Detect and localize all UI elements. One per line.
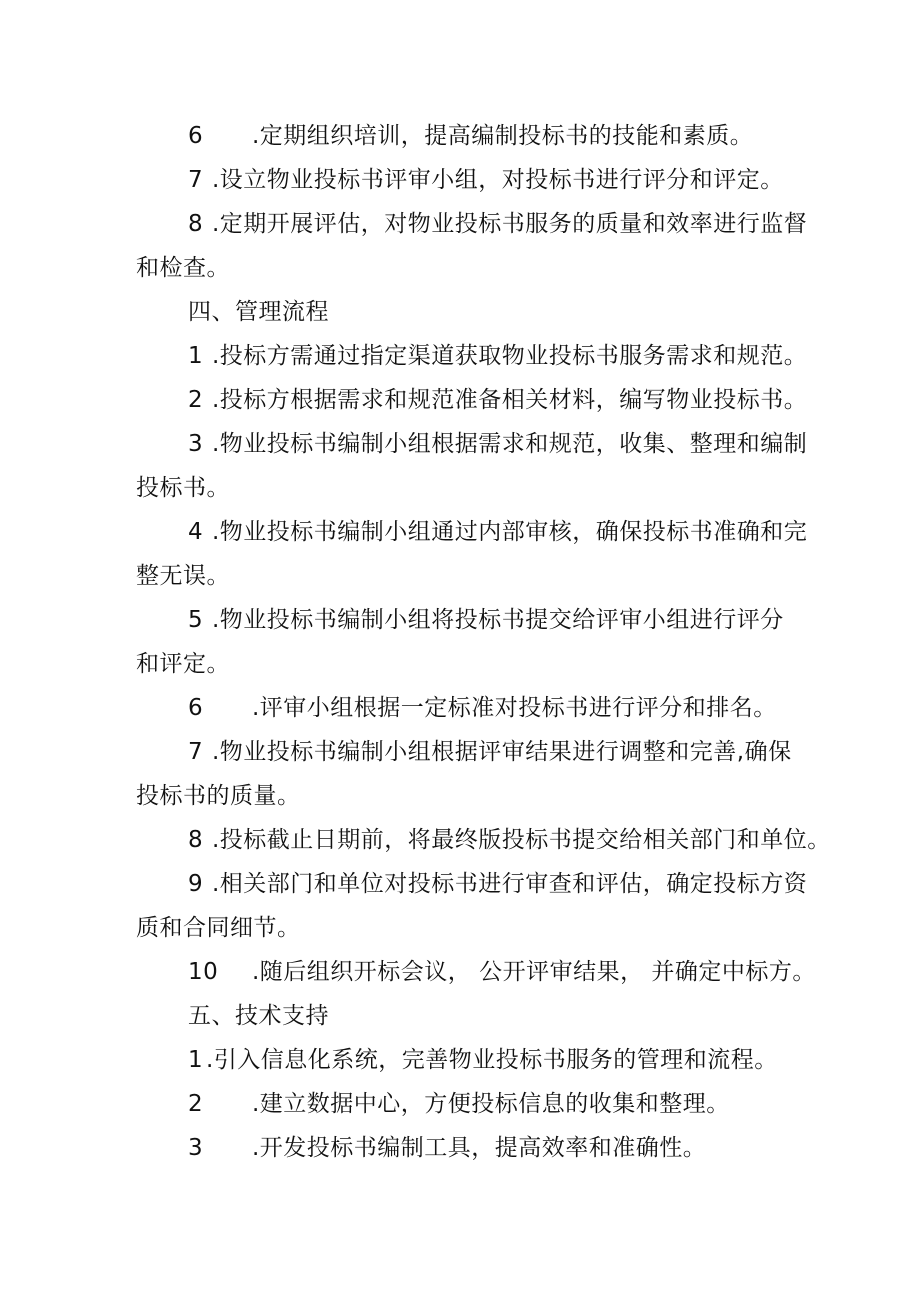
item-text-continued: 和检查。 bbox=[136, 255, 230, 281]
list-item bbox=[188, 422, 816, 466]
list-item bbox=[188, 686, 816, 730]
item-text: .物业投标书编制小组通过内部审核，确保投标书准确和完 bbox=[212, 519, 808, 545]
list-item bbox=[188, 202, 816, 246]
list-item bbox=[188, 1038, 816, 1082]
item-text: .物业投标书编制小组将投标书提交给评审小组进行评分 bbox=[212, 607, 784, 633]
list-item bbox=[188, 334, 816, 378]
item-number: 7 bbox=[188, 739, 204, 765]
item-number: 5 bbox=[188, 607, 204, 633]
item-number: 7 bbox=[188, 167, 204, 193]
list-item-continuation bbox=[136, 246, 816, 290]
item-number: 8 bbox=[188, 827, 204, 853]
list-item bbox=[188, 114, 816, 158]
item-number: 9 bbox=[188, 871, 204, 897]
list-item bbox=[188, 862, 816, 906]
item-number: 1 bbox=[188, 1047, 204, 1073]
item-number: 2 bbox=[188, 387, 204, 413]
item-text: .建立数据中心，方便投标信息的收集和整理。 bbox=[252, 1091, 730, 1117]
item-text: .引入信息化系统，完善物业投标书服务的管理和流程。 bbox=[206, 1047, 778, 1073]
item-text-continued: 质和合同细节。 bbox=[136, 915, 301, 941]
item-text-continued: 和评定。 bbox=[136, 651, 230, 677]
item-text: .定期开展评估，对物业投标书服务的质量和效率进行监督 bbox=[212, 211, 808, 237]
item-text: .开发投标书编制工具，提高效率和准确性。 bbox=[252, 1135, 707, 1161]
item-text: .评审小组根据一定标准对投标书进行评分和排名。 bbox=[252, 695, 777, 721]
item-text-continued: 投标书的质量。 bbox=[136, 783, 301, 809]
item-number: 10 bbox=[188, 959, 219, 985]
item-number: 2 bbox=[188, 1091, 204, 1117]
list-item bbox=[188, 1082, 816, 1126]
item-number: 6 bbox=[188, 695, 204, 721]
item-text: .投标方需通过指定渠道获取物业投标书服务需求和规范。 bbox=[212, 343, 808, 369]
list-item bbox=[188, 730, 816, 774]
list-item bbox=[188, 158, 816, 202]
list-item-continuation bbox=[136, 774, 816, 818]
item-text: .投标方根据需求和规范准备相关材料，编写物业投标书。 bbox=[212, 387, 808, 413]
item-number: 3 bbox=[188, 431, 204, 457]
item-number: 6 bbox=[188, 123, 204, 149]
list-item bbox=[188, 510, 816, 554]
item-number: 8 bbox=[188, 211, 204, 237]
list-item bbox=[188, 378, 816, 422]
item-text-continued: 整无误。 bbox=[136, 563, 230, 589]
item-text: .物业投标书编制小组根据需求和规范，收集、整理和编制 bbox=[212, 431, 808, 457]
list-item-continuation bbox=[136, 466, 816, 510]
list-item-continuation bbox=[136, 642, 816, 686]
list-item bbox=[188, 1126, 816, 1170]
item-text: .设立物业投标书评审小组，对投标书进行评分和评定。 bbox=[212, 167, 784, 193]
item-number: 4 bbox=[188, 519, 204, 545]
item-text: .相关部门和单位对投标书进行审查和评估，确定投标方资 bbox=[212, 871, 808, 897]
list-item bbox=[188, 818, 831, 862]
item-text: .投标截止日期前，将最终版投标书提交给相关部门和单位。 bbox=[212, 827, 831, 853]
item-text: .随后组织开标会议， 公开评审结果， 并确定中标方。 bbox=[252, 959, 816, 985]
item-text: .物业投标书编制小组根据评审结果进行调整和完善,确保 bbox=[212, 739, 792, 765]
section-heading: 四、管理流程 bbox=[188, 299, 329, 325]
section-heading: 五、技术支持 bbox=[188, 1003, 329, 1029]
item-text: .定期组织培训，提高编制投标书的技能和素质。 bbox=[252, 123, 754, 149]
item-number: 1 bbox=[188, 343, 204, 369]
item-number: 3 bbox=[188, 1135, 204, 1161]
list-item-continuation bbox=[136, 554, 816, 598]
list-item-continuation bbox=[136, 906, 816, 950]
list-item bbox=[188, 950, 816, 994]
list-item bbox=[188, 598, 816, 642]
item-text-continued: 投标书。 bbox=[136, 475, 230, 501]
